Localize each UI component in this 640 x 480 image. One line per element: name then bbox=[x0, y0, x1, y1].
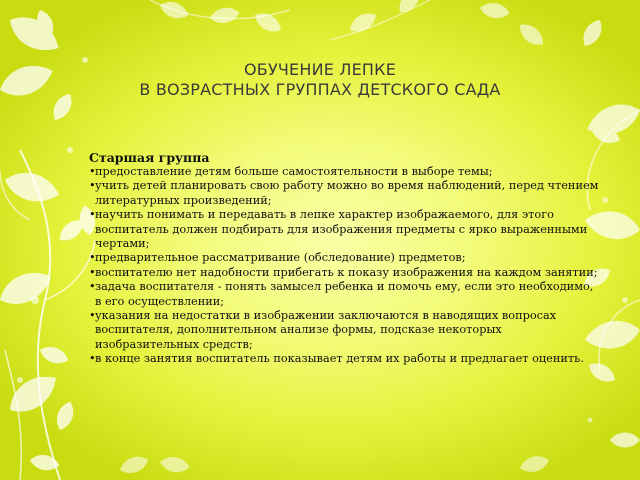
list-item: • воспитателю нет надобности прибегать к показу изображения на каждом занятии; bbox=[89, 266, 599, 280]
list-item: • учить детей планировать свою работу можно во время наблюдений, перед чтением литературных произведений; bbox=[89, 179, 599, 208]
list-item: • предоставление детям больше самостоятельности в выборе темы; bbox=[89, 165, 599, 179]
list-item: • предварительное рассматривание (обследование) предметов; bbox=[89, 251, 599, 265]
slide-content bbox=[89, 151, 599, 367]
title-line-2: В ВОЗРАСТНЫХ ГРУППАХ ДЕТСКОГО САДА bbox=[139, 80, 501, 99]
list-item: • указания на недостатки в изображении заключаются в наводящих вопросах воспитателя, дополнительном анализе формы, подсказе некоторых изобразительных средств; bbox=[89, 309, 599, 352]
subheading: Старшая группа bbox=[89, 150, 210, 165]
slide-title bbox=[0, 60, 640, 100]
leaf-ornament-top-icon bbox=[150, 0, 548, 50]
leaf-ornament-bottom-icon bbox=[117, 453, 550, 477]
list-item: • научить понимать и передавать в лепке характер изображаемого, для этого воспитатель должен подбирать для изображения предметы с ярко выраженными чертами; bbox=[89, 208, 599, 251]
bullet-list bbox=[89, 165, 599, 367]
list-item: • задача воспитателя - понять замысел ребенка и помочь ему, если это необходимо, в его осуществлении; bbox=[89, 280, 599, 309]
list-item: • в конце занятия воспитатель показывает детям их работы и предлагает оценить. bbox=[89, 352, 599, 366]
title-line-1: ОБУЧЕНИЕ ЛЕПКЕ bbox=[243, 60, 397, 79]
